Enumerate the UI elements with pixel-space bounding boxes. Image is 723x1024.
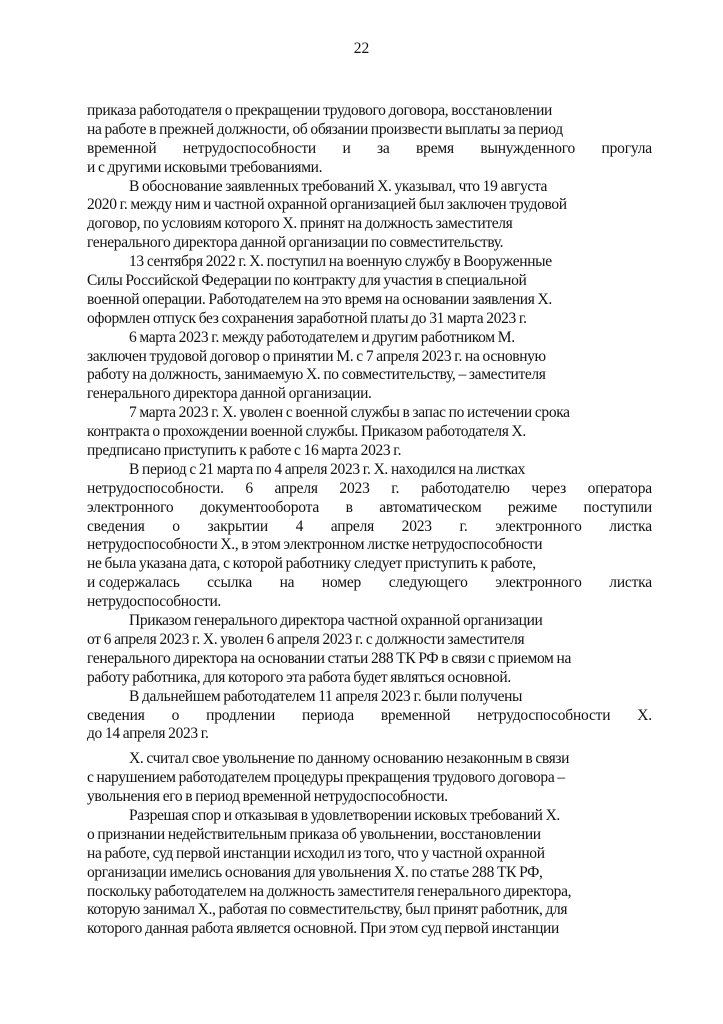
word: 4 <box>295 517 304 535</box>
text-line: контракта о прохождении военной службы. Приказом работодателя Х. <box>87 423 526 441</box>
word: о <box>172 517 180 535</box>
text-line: генерального директора данной организации. <box>87 385 372 403</box>
word: и <box>342 139 351 157</box>
word: ссылка <box>207 574 253 592</box>
word: 6 <box>245 479 253 497</box>
text-line: на работе в прежней должности, об обязании произвести выплаты за период <box>87 120 563 138</box>
text-line: приказа работодателя о прекращении трудового договора, восстановлении <box>87 102 553 119</box>
word: 2023 <box>339 479 370 497</box>
word: вынужденного <box>480 139 576 157</box>
word: нетрудоспособности. <box>87 479 224 497</box>
word: 2023 <box>401 517 432 535</box>
text-line-justified <box>87 140 652 159</box>
text-line: и с другими исковыми требованиями. <box>87 158 323 176</box>
paragraph-first-line: Приказом генерального директора частной охранной организации <box>129 612 543 630</box>
text-line-justified <box>87 499 652 518</box>
text-line: договор, по условиям которого Х. принят на должность заместителя <box>87 215 513 233</box>
text-line-justified <box>87 480 652 499</box>
word: периода <box>301 706 354 724</box>
word: Х. <box>637 706 652 724</box>
text-line: 2020 г. между ним и частной охранной организацией был заключен трудовой <box>87 196 567 214</box>
text-line: генерального директора на основании статьи 288 ТК РФ в связи с приемом на <box>87 649 572 667</box>
text-line: заключен трудовой договор о принятии М. с 7 апреля 2023 г. на основную <box>87 347 546 365</box>
word: временной <box>87 139 157 157</box>
text-line-justified <box>87 707 652 726</box>
paragraph-first-line: В дальнейшем работодателем 11 апреля 2023 г. были получены <box>129 687 523 705</box>
text-line: которого данная работа является основной. При этом суд первой инстанции <box>87 920 559 938</box>
paragraph-first-line: 13 сентября 2022 г. Х. поступил на военную службу в Вооруженные <box>129 253 552 271</box>
text-line: нетрудоспособности Х., в этом электронном листке нетрудоспособности <box>87 536 543 554</box>
text-line: с нарушением работодателем процедуры прекращения трудового договора – <box>87 769 565 787</box>
text-line: работу на должность, занимаемую Х. по совместительству, – заместителя <box>87 366 546 384</box>
word: г. <box>391 479 400 497</box>
word: следующего <box>388 574 468 592</box>
paragraph-first-line: Х. считал свое увольнение по данному основанию незаконным в связи <box>129 750 570 768</box>
text-line-justified <box>87 518 652 537</box>
word: через <box>531 479 567 497</box>
word: и содержалась <box>87 574 180 592</box>
text-line: не была указана дата, с которой работнику следует приступить к работе, <box>87 555 536 573</box>
text-line: до 14 апреля 2023 г. <box>87 725 209 743</box>
word: продлении <box>206 706 276 724</box>
text-line: организации имелись основания для увольнения Х. по статье 288 ТК РФ, <box>87 863 543 881</box>
word: сведения <box>87 706 145 724</box>
word: номер <box>321 574 362 592</box>
word: в <box>345 498 353 516</box>
word: режиме <box>507 498 558 516</box>
text-line: о признании недействительным приказа об увольнении, восстановлении <box>87 825 541 843</box>
word: о <box>171 706 180 724</box>
text-line: нетрудоспособности. <box>87 593 221 611</box>
word: на <box>279 574 295 592</box>
text-line: Силы Российской Федерации по контракту для участия в специальной <box>87 272 527 290</box>
word: прогула <box>601 139 652 157</box>
word: листка <box>609 517 652 535</box>
word: оператора <box>587 479 652 497</box>
word: апреля <box>274 479 318 497</box>
word: апреля <box>330 517 375 535</box>
word: листка <box>609 574 652 592</box>
paragraph-first-line: 7 марта 2023 г. Х. уволен с военной службы в запас по истечении срока <box>129 404 570 422</box>
text-line: работу работника, для которого эта работа будет являться основной. <box>87 668 511 686</box>
text-line: увольнения его в период временной нетрудоспособности. <box>87 788 448 806</box>
text-line: от 6 апреля 2023 г. Х. уволен 6 апреля 2023 г. с должности заместителя <box>87 630 525 648</box>
word: электронного <box>495 517 582 535</box>
word: г. <box>459 517 468 535</box>
text-line: оформлен отпуск без сохранения заработной платы до 31 марта 2023 г. <box>87 309 527 327</box>
text-line: поскольку работодателем на должность заместителя генерального директора, <box>87 882 572 900</box>
word: сведения <box>87 517 145 535</box>
paragraph-first-line: В период с 21 марта по 4 апреля 2023 г. Х. находился на листках <box>129 460 526 478</box>
word: закрытии <box>207 517 268 535</box>
text-line: генерального директора данной организации по совместительству. <box>87 234 504 252</box>
word: электронного <box>495 574 582 592</box>
word: временной <box>380 706 451 724</box>
text-line-justified <box>87 574 652 593</box>
word: нетрудоспособности <box>182 139 317 157</box>
text-line: которую занимал Х., работая по совместительству, был принят работник, для <box>87 901 568 919</box>
text-line: на работе, суд первой инстанции исходил из того, что у частной охранной <box>87 844 545 862</box>
word: за <box>377 139 390 157</box>
word: работодателю <box>420 479 510 497</box>
word: автоматическом <box>379 498 482 516</box>
paragraph-first-line: 6 марта 2023 г. между работодателем и другим работником М. <box>129 328 515 346</box>
document-body <box>87 102 652 939</box>
paragraph-first-line: Разрешая спор и отказывая в удовлетворении исковых требований Х. <box>129 806 560 824</box>
word: поступили <box>583 498 652 516</box>
text-line: предписано приступить к работе с 16 марта 2023 г. <box>87 442 402 460</box>
word: время <box>416 139 454 157</box>
paragraph-first-line: В обоснование заявленных требований Х. указывал, что 19 августа <box>129 177 548 195</box>
page-number: 22 <box>353 40 370 57</box>
word: электронного <box>87 498 174 516</box>
text-line: военной операции. Работодателем на это время на основании заявления Х. <box>87 290 552 308</box>
word: нетрудоспособности <box>477 706 611 724</box>
word: документооборота <box>199 498 320 516</box>
